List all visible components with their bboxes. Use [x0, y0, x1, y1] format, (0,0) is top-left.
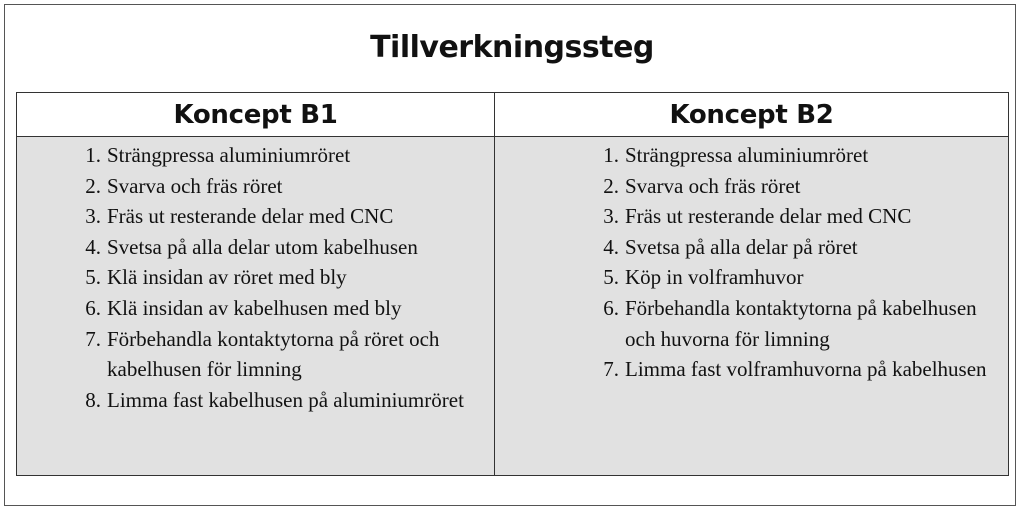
step-number: 7.: [85, 326, 101, 351]
step-text: Förbehandla kontaktytorna på kabelhusen och huvorna för limning: [625, 295, 977, 351]
comparison-table: [16, 92, 1009, 476]
step-number: 1.: [85, 143, 101, 167]
list-item: [495, 354, 1008, 385]
step-number: 2.: [603, 173, 619, 198]
step-number: 6.: [603, 295, 619, 320]
step-number: 3.: [603, 204, 619, 229]
step-text: Limma fast volframhuvorna på kabelhusen: [625, 357, 987, 382]
step-number: 7.: [603, 357, 619, 382]
list-item: [17, 262, 494, 293]
concept-b2-cell: [495, 137, 1009, 476]
step-text: Svarva och fräs röret: [107, 173, 283, 198]
header-row: [17, 93, 1009, 137]
step-number: 8.: [85, 387, 101, 412]
list-item: [495, 232, 1008, 263]
list-item: [17, 232, 494, 263]
step-text: Fräs ut resterande delar med CNC: [625, 204, 912, 229]
step-number: 3.: [85, 204, 101, 229]
concept-b1-cell: [17, 137, 495, 476]
list-item: [17, 171, 494, 202]
list-item: [17, 385, 494, 416]
step-text: Köp in volframhuvor: [625, 265, 804, 290]
list-item: [495, 201, 1008, 232]
step-number: 4.: [85, 234, 101, 259]
step-number: 2.: [85, 173, 101, 198]
step-text: Svetsa på alla delar på röret: [625, 234, 858, 259]
list-item: [495, 171, 1008, 202]
step-number: 4.: [603, 234, 619, 259]
concept-b1-heading: Koncept B1: [17, 93, 495, 137]
list-item: [17, 201, 494, 232]
list-item: [495, 262, 1008, 293]
step-text: Strängpressa aluminiumröret: [625, 143, 869, 167]
step-text: Fräs ut resterande delar med CNC: [107, 204, 394, 229]
list-item: [17, 140, 494, 171]
concept-b2-heading: Koncept B2: [495, 93, 1009, 137]
list-item: [17, 324, 494, 385]
page-title: Tillverkningssteg: [370, 30, 654, 65]
step-number: 1.: [603, 143, 619, 167]
step-text: Klä insidan av röret med bly: [107, 265, 347, 290]
list-item: [495, 293, 1008, 354]
step-number: 5.: [85, 265, 101, 290]
concept-b2-steps: [495, 137, 1008, 385]
concept-b1-steps: [17, 137, 494, 415]
step-text: Svetsa på alla delar utom kabelhusen: [107, 234, 418, 259]
step-text: Strängpressa aluminiumröret: [107, 143, 351, 167]
steps-row: [17, 137, 1009, 476]
list-item: [17, 293, 494, 324]
step-text: Klä insidan av kabelhusen med bly: [107, 295, 402, 320]
step-number: 6.: [85, 295, 101, 320]
step-text: Svarva och fräs röret: [625, 173, 801, 198]
step-number: 5.: [603, 265, 619, 290]
step-text: Förbehandla kontaktytorna på röret och kabelhusen för limning: [107, 326, 440, 382]
list-item: [495, 140, 1008, 171]
step-text: Limma fast kabelhusen på aluminiumröret: [107, 387, 464, 412]
